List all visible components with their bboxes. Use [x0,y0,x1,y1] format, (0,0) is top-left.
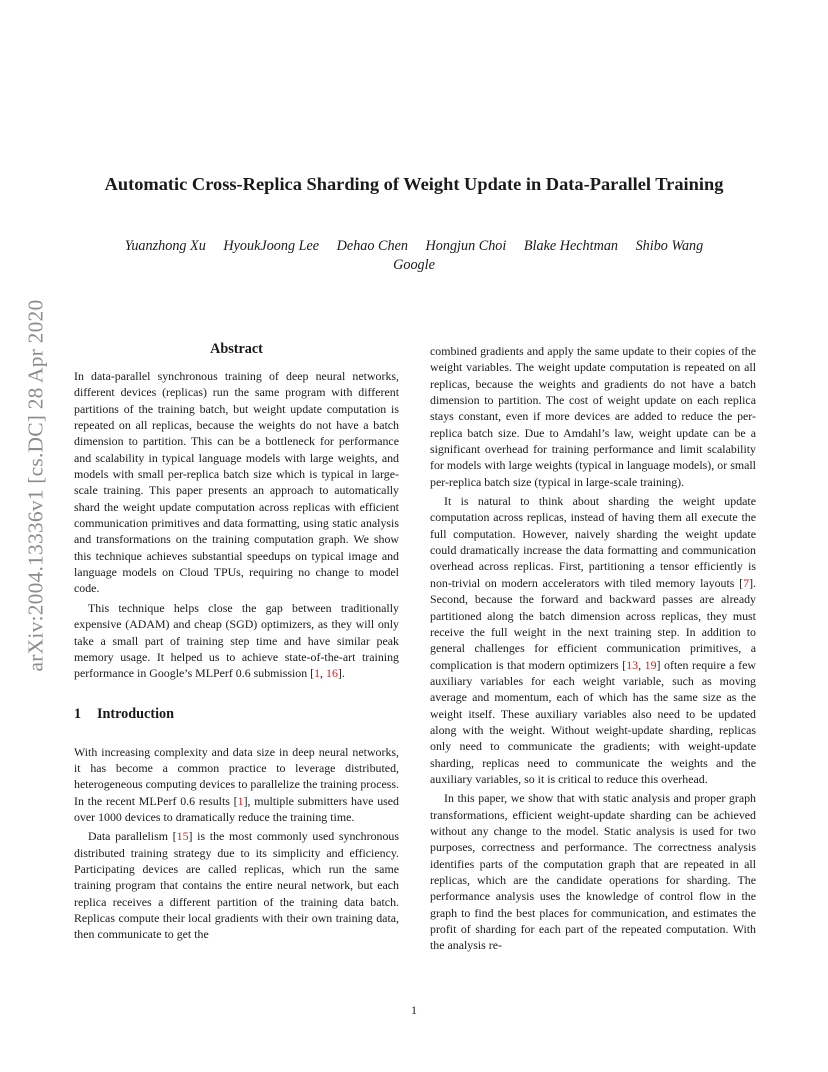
paper-title: Automatic Cross-Replica Sharding of Weight Update in Data-Parallel Training [104,174,724,194]
author-name: Shibo Wang [635,238,704,254]
citation-link[interactable]: 16 [326,666,338,681]
arxiv-identifier-stamp [16,290,56,680]
section-heading-introduction [74,705,399,723]
abstract-heading: Abstract [210,341,263,357]
right-column [430,343,756,954]
body-paragraph: In this paper, we show that with static analysis and proper graph transformations, efficient weight-update sharding can be achieved without any change to the model. Static analysis is used for two purposes, correctness and performance. The correctness analysis identifies parts of the computation graph that are repeated in all replicas, which are the candidate operations for sharding. The performance analysis uses the knowledge of control flow in the graph to find the best places for communication, and estimates the profit of sharding for each part of the repeated computation. With the analysis re- [430,791,756,953]
body-paragraph: combined gradients and apply the same update to their copies of the weight variables. The weight update computation is repeated on all replicas, because the weights and gradients do not have a batch dimension to partition. The cost of weight update on each replica stays constant, even if more devices are added to reduce the per-replica batch size. Due to Amdahl’s law, weight update can be a significant overhead for training performance and limit scalability for models with large weights (typical in language models), or small per-replica batch size (typical in large-scale training). [430,344,756,489]
author-name: HyoukJoong Lee [223,238,320,254]
body-paragraph: It is natural to think about sharding the weight update computation across replicas, instead of having them all execute the full computation. However, naively sharding the weight update could dramatically increase the data formatting and communication overhead across replicas. First, partitioning a tensor efficiently is non-trivial on modern accelerators with tiled memory layouts [7]. Second, because the forward and backward passes are already partitioned along the batch dimension across replicas, they must receive the full weight in the next training step. In addition to general challenges for efficient communication primitives, a complication is that modern optimizers [13, 19] often require a few auxiliary variables for each weight variable, such as moving average and momentum, each of which has the same size as the weight itself. These auxiliary variables also need to be updated along with the weight. Without weight-update sharding, replicas only need to communicate the gradients; with weight-update sharding, replicas need to communicate the weights and the auxiliary variables, so it is critical to reduce this overhead. [430,494,756,786]
section-title: Introduction [97,705,174,722]
author-affiliation: Google [393,257,435,273]
body-paragraph: Data parallelism [15] is the most commonly used synchronous distributed training strategy due to its simplicity and efficiency. Participating devices are called replicas, which run the same training program that contains the entire neural network, but each replica receives a different partition of the training data batch. Replicas compute their local gradients with their own training data, then communicate to get the [74,829,399,942]
author-name: Dehao Chen [336,238,408,254]
body-paragraph: With increasing complexity and data size in deep neural networks, it has become a common practice to leverage distributed, heterogeneous computing devices to parallelize the training process. In the recent MLPerf 0.6 results [1], multiple submitters have used over 1000 devices to dramatically reduce the training time. [74,744,399,824]
abstract-paragraph: This technique helps close the gap between traditionally expensive (ADAM) and cheap (SGD) optimizers, as they will only take a small part of training step time and have similar peak memory usage. It helped us to achieve state-of-the-art training performance in Google’s MLPerf 0.6 submission [1, 16]. [74,600,399,681]
author-name: Hongjun Choi [425,238,507,254]
citation-link[interactable]: 7 [743,575,750,590]
citation-link[interactable]: 1 [237,793,244,808]
section-number: 1 [74,705,82,722]
citation-link[interactable]: 13 [626,657,639,672]
arxiv-identifier: arXiv:2004.13336v1 [cs.DC] 28 Apr 2020 [23,299,48,671]
left-column [74,340,399,943]
author-name: Yuanzhong Xu [124,238,206,254]
citation-link[interactable]: 1 [314,666,321,681]
abstract-paragraph: In data-parallel synchronous training of deep neural networks, different devices (replicas) run the same program with different partitions of the training batch, but weight update computation is repeated on all replicas, because the weights do not have a batch dimension to partition. This can be a bottleneck for performance and scalability in typical language models with large weights, and models with small per-replica batch size which is typical in large-scale training. This paper presents an approach to automatically shard the weight update computation across replicas with efficient communication primitives and data formatting, using static analysis and transformations on the training computation graph. We show this technique achieves substantial speedups on typical image and language models on Cloud TPUs, requiring no change to model code. [74,369,399,596]
citation-link[interactable]: 15 [176,829,189,844]
author-name: Blake Hechtman [523,238,619,254]
citation-link[interactable]: 19 [644,657,657,672]
author-list [60,237,768,256]
page-number: 1 [411,1003,417,1017]
